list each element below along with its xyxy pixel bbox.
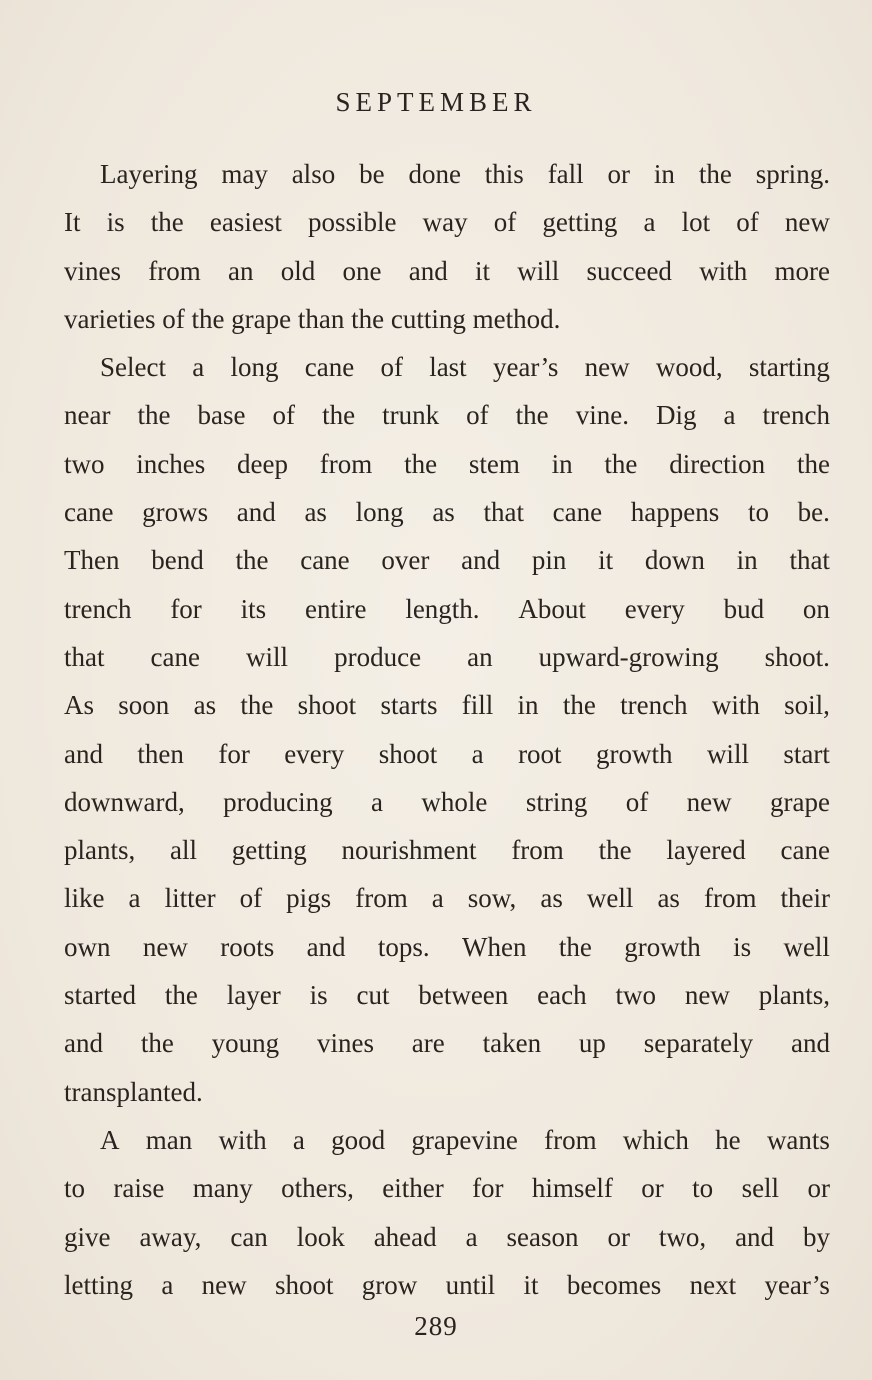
text-line: two inches deep from the stem in the direction the — [64, 448, 830, 479]
text-line: near the base of the trunk of the vine. Dig a trench — [64, 400, 830, 431]
text-line: It is the easiest possible way of getting a lot of new — [64, 207, 830, 238]
text-line: that cane will produce an upward-growing shoot. — [64, 641, 830, 672]
text-line: Select a long cane of last year’s new wood, starting — [100, 352, 830, 383]
text-line: transplanted. — [64, 1076, 203, 1107]
page-number: 289 — [414, 1311, 458, 1341]
text-line: like a litter of pigs from a sow, as well as from their — [64, 883, 830, 914]
text-line: own new roots and tops. When the growth is well — [64, 931, 830, 962]
text-line: trench for its entire length. About every bud on — [64, 593, 830, 624]
text-line: letting a new shoot grow until it becomes next year’s — [64, 1269, 830, 1300]
text-line: cane grows and as long as that cane happens to be. — [64, 497, 830, 528]
text-line: Then bend the cane over and pin it down in that — [64, 545, 830, 576]
text-line: give away, can look ahead a season or two, and by — [64, 1221, 830, 1252]
running-head: SEPTEMBER — [335, 87, 537, 117]
text-line: Layering may also be done this fall or in the spring. — [100, 159, 830, 189]
text-line: started the layer is cut between each two new plants, — [64, 980, 830, 1011]
text-line: vines from an old one and it will succeed with more — [64, 255, 830, 286]
text-line: and the young vines are taken up separately and — [64, 1028, 830, 1059]
text-line: to raise many others, either for himself or to sell or — [64, 1173, 830, 1204]
text-line: A man with a good grapevine from which he wants — [100, 1124, 830, 1155]
text-line: varieties of the grape than the cutting method. — [64, 303, 561, 334]
text-line: downward, producing a whole string of new grape — [64, 786, 830, 817]
text-line: and then for every shoot a root growth will start — [64, 738, 830, 769]
text-line: As soon as the shoot starts fill in the trench with soil, — [64, 690, 830, 721]
text-line: plants, all getting nourishment from the layered cane — [64, 835, 830, 866]
body-text — [64, 150, 830, 1309]
